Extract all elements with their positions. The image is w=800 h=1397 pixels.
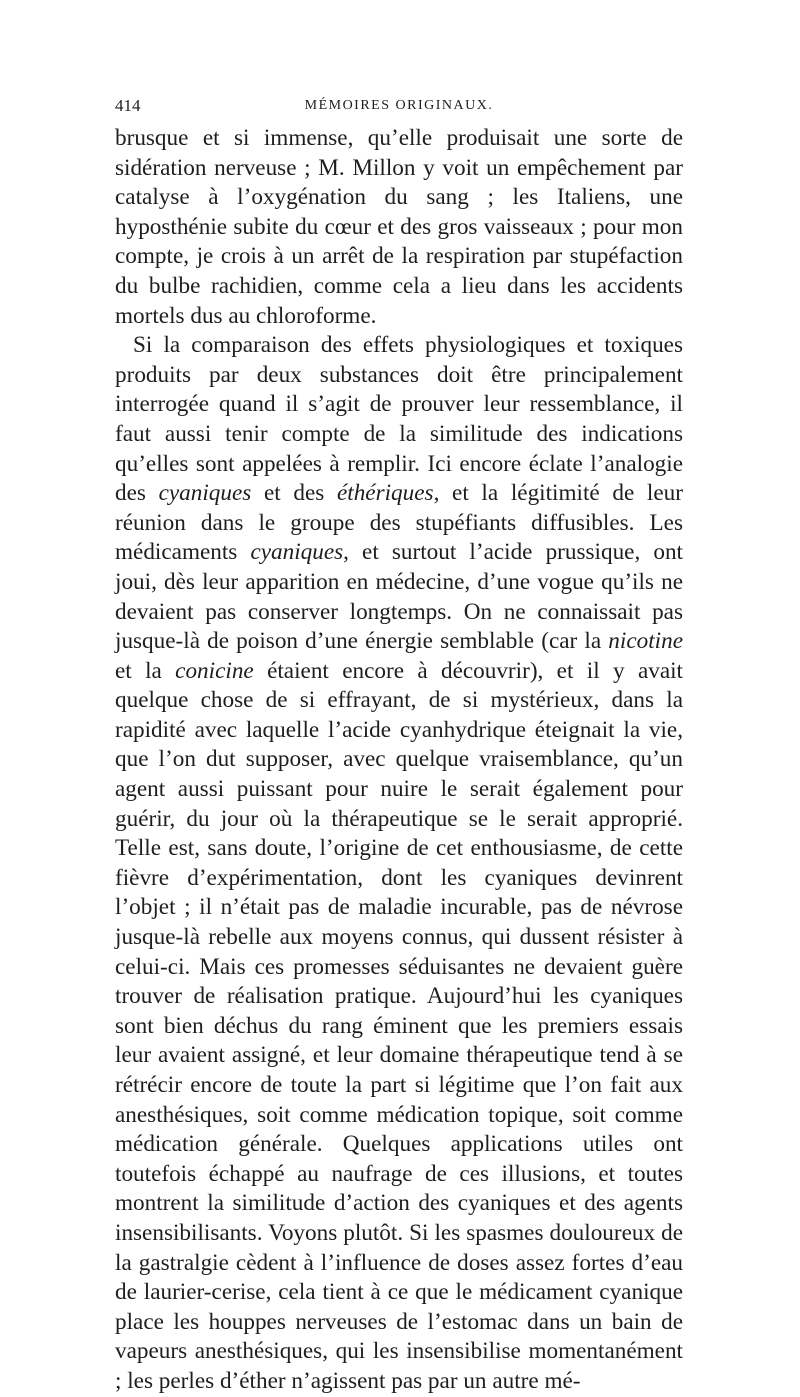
book-page (115, 96, 683, 1397)
paragraph-text: , et surtout l’acide prussique, ont joui, dès leur apparition en médecine, d’une vogue qu’ils ne devaient pas conserver longtemps. On ne connaissait pas jusque-là de poison d’une énergie semblable (car la (115, 539, 683, 655)
paragraph-text: et des (251, 480, 337, 507)
italic-term: nicotine (608, 628, 683, 655)
paragraph-text: et la (115, 657, 176, 684)
running-head (115, 96, 683, 124)
running-head-title: MÉMOIRES ORIGINAUX. (304, 98, 494, 113)
italic-term: conicine (175, 657, 254, 684)
italic-term: éthériques (336, 480, 434, 507)
paragraph (115, 331, 683, 1396)
paragraph-text: , et la légitimité de leur réunion dans le groupe des stupéfiants diffusibles. Les médicaments (115, 480, 683, 566)
paragraph-text: étaient encore à découvrir), et il y avait quelque chose de si effrayant, de si mystérieux, dans la rapidité avec laquelle l’acide cyanhydrique éteignait la vie, que l’on dut supposer, avec quelque vraisemblance, qu’un agent aussi puissant pour nuire le serait également pour guérir, du jour où la thérapeutique se le serait approprié. Telle est, sans doute, l’origine de cet enthousiasme, de cette fièvre d’expérimentation, dont les cyaniques devinrent l’objet ; il n’était pas de maladie incurable, pas de névrose jusque-là rebelle aux moyens connus, qui dussent résister à celui-ci. Mais ces promesses séduisantes ne devaient guère trouver de réalisation pratique. Aujourd’hui les cyaniques sont bien déchus du rang éminent que les premiers essais leur avaient assigné, et leur domaine thérapeutique tend à se rétrécir encore de toute la part si légitime que l’on fait aux anesthésiques, soit comme médication topique, soit comme médication générale. Quelques applications utiles ont toutefois échappé au naufrage de ces illusions, et toutes montrent la similitude d’action des cyaniques et des agents insensibilisants. Voyons plutôt. Si les spasmes douloureux de la gastralgie cèdent à l’influence de doses assez fortes d’eau de laurier-cerise, cela tient à ce que le médicament cyanique place les houppes nerveuses de l’estomac dans un bain de vapeurs anesthésiques, qui les insensibilise momentanément ; les perles d’éther n’agissent pas par un autre mé- (115, 657, 684, 1394)
paragraph-text: Si la comparaison des effets physiologiques et toxiques produits par deux substances doit être principalement interrogée quand il s’agit de prouver leur ressemblance, il faut aussi tenir compte de la similitude des indications qu’elles sont appelées à remplir. Ici encore éclate l’analogie des (115, 332, 683, 507)
italic-term: cyaniques (250, 539, 344, 566)
paragraph-continued: brusque et si immense, qu’elle produisait une sorte de sidération nerveuse ; M. Millon y voit un empêchement par catalyse à l’oxygénation du sang ; les Italiens, une hyposthénie subite du cœur et des gros vaisseaux ; pour mon compte, je crois à un arrêt de la respiration par stupéfaction du bulbe rachidien, comme cela a lieu dans les accidents mortels dus au chloroforme. (115, 125, 683, 329)
page-number: 414 (115, 96, 141, 115)
italic-term: cyaniques (158, 480, 252, 507)
